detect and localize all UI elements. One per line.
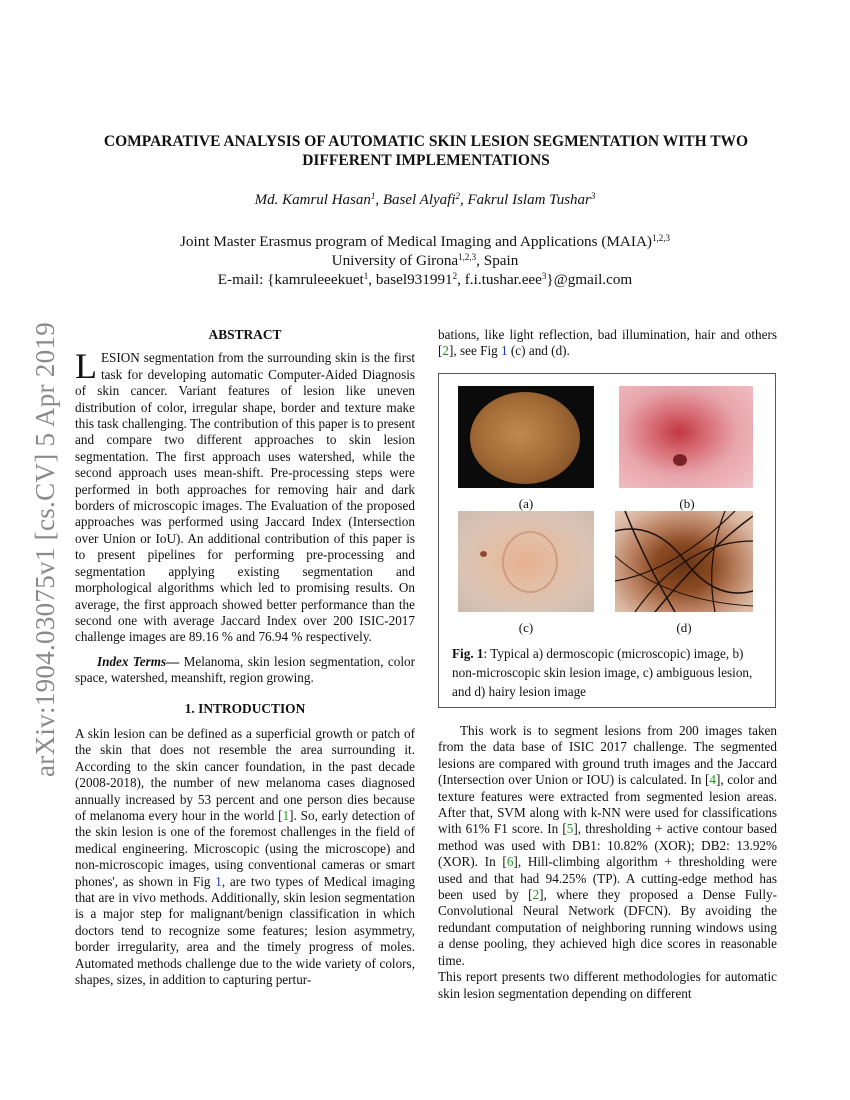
lesion-image-d <box>615 511 753 612</box>
abstract-body <box>75 346 415 645</box>
email-part: }@gmail.com <box>546 271 633 288</box>
label-d: (d) <box>676 620 692 635</box>
figure-caption <box>452 644 764 701</box>
index-terms-text: Melanoma, skin lesion segmentation, color space, watershed, meanshift, region growing. <box>75 653 415 686</box>
lesion-image-c <box>458 511 594 612</box>
author-1-sup: 1 <box>370 191 376 201</box>
author-2-sup: 2 <box>455 191 461 201</box>
right-column-top <box>438 327 777 360</box>
body-text: ], where they proposed a Dense Fully-Convolutional Neural Network (DFCN). By avoiding the redundant computation of neighboring running windows using a dense pooling, they achieved high dice scores in reasonable time. <box>438 887 777 968</box>
right-column-body <box>438 723 777 1002</box>
body-text: ], see Fig <box>449 343 502 359</box>
figure-link[interactable]: 1 <box>501 343 508 359</box>
intro-text: , are two types of Medical imaging that are in vivo methods. Additionally, skin lesion segmentation is a major step for malignant/benign classification in which doctors tend to recognize some features; lesion asymmetry, border irregularity, area and the timely progress of moles. Automated methods challenge due to the wide variety of colors, shapes, sizes, in addition to capturing pertur- <box>75 873 415 988</box>
body-paragraph-2: This report presents two different methodologies for automatic skin lesion segmentation depending on different <box>438 969 777 1001</box>
affiliation-program-sup: 1,2,3 <box>651 233 670 243</box>
figure-link[interactable]: 1 <box>215 873 222 889</box>
caption-text: : Typical a) dermoscopic (microscopic) image, b) non-microscopic skin lesion image, c) ambiguous lesion, and d) hairy lesion image <box>452 646 753 699</box>
intro-text: ]. So, early detection of the skin lesion is one of the foremost challenges in the field of medical engineering. Microscopic (using the microscope) and non-microscopic images, using conventional cameras or smart phones', as shown in Fig <box>75 807 415 889</box>
affiliation-country: , Spain <box>476 252 519 269</box>
affiliation-line-2 <box>0 251 850 270</box>
body-text: This work is to segment lesions from 200 images taken from the data base of ISIC 2017 challenge. The segmented lesions are compared with ground truth images and the Jaccard (Intersection over Union or IOU) is calculated. In [ <box>438 723 777 788</box>
author-3: Fakrul Islam Tushar <box>467 192 591 208</box>
affiliation-program: Joint Master Erasmus program of Medical Imaging and Applications (MAIA) <box>180 233 652 250</box>
abstract-smallcaps: ESION <box>101 350 140 366</box>
label-b: (b) <box>679 496 695 511</box>
paper-title: COMPARATIVE ANALYSIS OF AUTOMATIC SKIN LESION SEGMENTATION WITH TWO DIFFERENT IMPLEMENTATIONS <box>103 133 749 169</box>
abstract-dropcap: L <box>75 346 97 387</box>
email-sup: 2 <box>452 271 458 281</box>
lesion-image-a <box>458 386 594 488</box>
arxiv-identifier: arXiv:1904.03075v1 [cs.CV] 5 Apr 2019 <box>30 321 60 777</box>
index-terms-label: Index Terms— <box>97 653 180 669</box>
citation-link[interactable]: 4 <box>709 772 717 788</box>
affiliation-university-sup: 1,2,3 <box>458 252 477 262</box>
email-sup: 1 <box>363 271 369 281</box>
body-text: (c) and (d). <box>507 343 570 359</box>
author-1: Md. Kamrul Hasan <box>254 192 371 208</box>
citation-link[interactable]: 2 <box>442 343 449 359</box>
body-text: ], Hill-climbing algorithm + thresholding were used and that had 94.25% (TP). A cutting-edge method has been used by [ <box>438 854 777 903</box>
intro-paragraph <box>75 726 415 989</box>
body-text: ], thresholding + active contour based method was used with DB1: 10.82% (XOR); DB2: 13.92% (XOR). In [ <box>438 821 777 870</box>
intro-text: A skin lesion can be defined as a superficial growth or patch of the skin that does not resemble the area surrounding it. According to the skin cancer foundation, in the past decade (2008-2018), the number of new melanoma cases diagnosed annually increased by 53 percent and one person dies because of melanoma every hour in the world [ <box>75 725 415 823</box>
email-part: E-mail: {kamruleeekuet <box>217 271 364 288</box>
continued-paragraph <box>438 327 777 360</box>
citation-link[interactable]: 6 <box>506 854 514 870</box>
abstract-text: segmentation from the surrounding skin is the first task for developing automatic Computer-Aided Diagnosis of skin cancer. Variant features of lesion like uneven distribution of color, irregular shape, border and texture make this task challenging. The contribution of this paper is to present and compare two different approaches to skin lesion segmentation. The first approach uses watershed, while the second approach uses mean-shift. Pre-processing steps were performed in both approaches for removing hair and dark borders of microscopic images. The Evaluation of the proposed approaches was performed using Jaccard Index (Intersection over Union or IoU). An additional contribution of this paper is to present pipelines for performing pre-processing and segmentation applying existing segmentation and morphological algorithms which led to promising results. On average, the first approach showed better performance than the second one with average Jaccard Index over 200 ISIC-2017 challenge images are 89.16 % and 76.94 % respectively. <box>75 350 415 645</box>
email-line <box>0 270 850 289</box>
label-c: (c) <box>518 620 534 635</box>
author-3-sup: 3 <box>590 191 596 201</box>
left-column <box>75 327 415 988</box>
abstract-heading: ABSTRACT <box>208 327 282 342</box>
lesion-image-b <box>619 386 753 488</box>
affiliation-university: University of Girona <box>331 252 459 269</box>
email-part: , basel931991 <box>368 271 453 288</box>
citation-link[interactable]: 1 <box>282 807 290 823</box>
body-paragraph <box>438 723 777 969</box>
hair-overlay <box>615 511 753 612</box>
email-part: , f.i.tushar.eee <box>457 271 542 288</box>
intro-heading: 1. INTRODUCTION <box>184 700 306 716</box>
author-2: Basel Alyafi <box>382 192 456 208</box>
caption-label: Fig. 1 <box>452 646 484 661</box>
affiliation-block <box>0 232 850 289</box>
figure-1 <box>438 373 776 708</box>
author-list: Md. Kamrul Hasan$^1$, Basel Alyafi$^2$, Fakrul Islam Tushar$^3$ <box>254 191 596 208</box>
affiliation-line-1 <box>0 232 850 251</box>
email-sup: 3 <box>541 271 547 281</box>
index-terms <box>75 654 415 687</box>
citation-link[interactable]: 5 <box>566 821 574 837</box>
body-text: ], color and texture features were extracted from segmented lesion areas. After that, SVM along with k-NN were used for classifications with 61% F1 score. In [ <box>438 772 778 837</box>
label-a: (a) <box>518 496 534 511</box>
citation-link[interactable]: 2 <box>532 887 540 903</box>
body-text: bations, like light reflection, bad illumination, hair and others [ <box>438 327 777 359</box>
